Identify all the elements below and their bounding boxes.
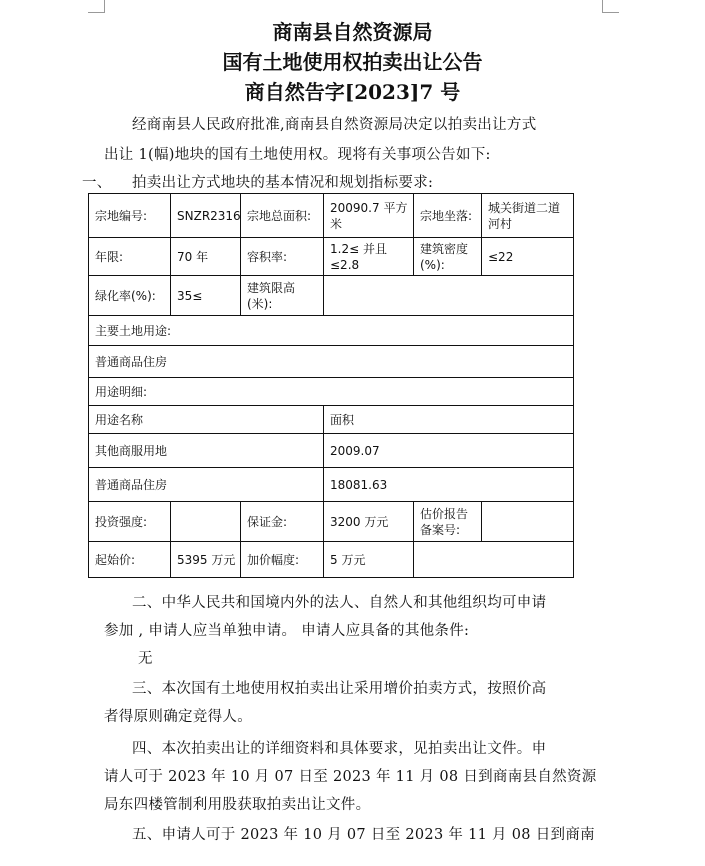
appraisal-value [482,502,574,542]
table-row [89,468,574,502]
increment-value: 5 万元 [324,542,414,578]
section1-number: 一、 [82,175,112,191]
term-label: 年限: [89,238,171,276]
total-area-value: 20090.7 平方米 [324,194,414,238]
section4-line-2: 请人可于 2023 年 10 月 07 日至 2023 年 11 月 08 日到商南县自然资源 [104,769,597,785]
use-area-cell: 2009.07 [324,434,574,468]
section4-line-1: 四、本次拍卖出让的详细资料和具体要求，见拍卖出让文件。申 [132,741,547,757]
use-area-cell: 18081.63 [324,468,574,502]
section3-line-1: 三、本次国有土地使用权拍卖出让采用增价拍卖方式，按照价高 [132,681,547,697]
doc-title-notice: 国有土地使用权拍卖出让公告 [222,50,483,74]
main-use-value: 普通商品住房 [89,346,574,378]
section4-line-3: 局东四楼管制利用股获取拍卖出让文件。 [104,797,371,813]
use-name-cell: 普通商品住房 [89,468,324,502]
page-margin-mark-right [602,0,619,13]
empty-cell [414,542,574,578]
invest-value [171,502,241,542]
green-value: 35≤ [171,276,241,316]
section2-line-1: 二、中华人民共和国境内外的法人、自然人和其他组织均可申请 [132,595,547,611]
deposit-value: 3200 万元 [324,502,414,542]
use-detail-label: 用途明细: [89,378,574,406]
doc-title-number: 商自然告字[2023]7 号 [244,80,461,104]
intro-line-2: 出让 1(幅)地块的国有土地使用权。现将有关事项公告如下: [104,147,491,163]
location-label: 宗地坐落: [414,194,482,238]
invest-label: 投资强度: [89,502,171,542]
far-label: 容积率: [241,238,324,276]
far-value: 1.2≤ 并且 ≤2.8 [324,238,414,276]
appraisal-label: 估价报告备案号: [414,502,482,542]
density-label: 建筑密度(%): [414,238,482,276]
green-label: 绿化率(%): [89,276,171,316]
section5-line-1: 五、申请人可于 2023 年 10 月 07 日至 2023 年 11 月 08 日到商南 [132,827,595,843]
page-margin-mark-left [88,0,105,13]
density-value: ≤22 [482,238,574,276]
term-value: 70 年 [171,238,241,276]
start-price-label: 起始价: [89,542,171,578]
height-label: 建筑限高(米): [241,276,324,316]
use-col-name-header: 用途名称 [89,406,324,434]
parcel-no-label: 宗地编号: [89,194,171,238]
deposit-label: 保证金: [241,502,324,542]
intro-line-1: 经商南县人民政府批准,商南县自然资源局决定以拍卖出让方式 [132,117,537,133]
height-value [324,276,574,316]
increment-label: 加价幅度: [241,542,324,578]
land-parcel-table [88,193,574,578]
use-name-cell: 其他商服用地 [89,434,324,468]
parcel-no-value: SNZR2316 [171,194,241,238]
section1-title: 拍卖出让方式地块的基本情况和规划指标要求: [132,175,434,191]
section2-line-2: 参加 , 申请人应当单独申请。 申请人应具备的其他条件: [104,623,470,639]
doc-title-agency: 商南县自然资源局 [272,20,433,44]
total-area-label: 宗地总面积: [241,194,324,238]
start-price-value: 5395 万元 [171,542,241,578]
use-col-area-header: 面积 [324,406,574,434]
table-row [89,434,574,468]
main-use-label: 主要土地用途: [89,316,574,346]
location-value: 城关街道二道河村 [482,194,574,238]
section2-line-3: 无 [138,651,153,667]
section3-line-2: 者得原则确定竞得人。 [104,709,252,725]
